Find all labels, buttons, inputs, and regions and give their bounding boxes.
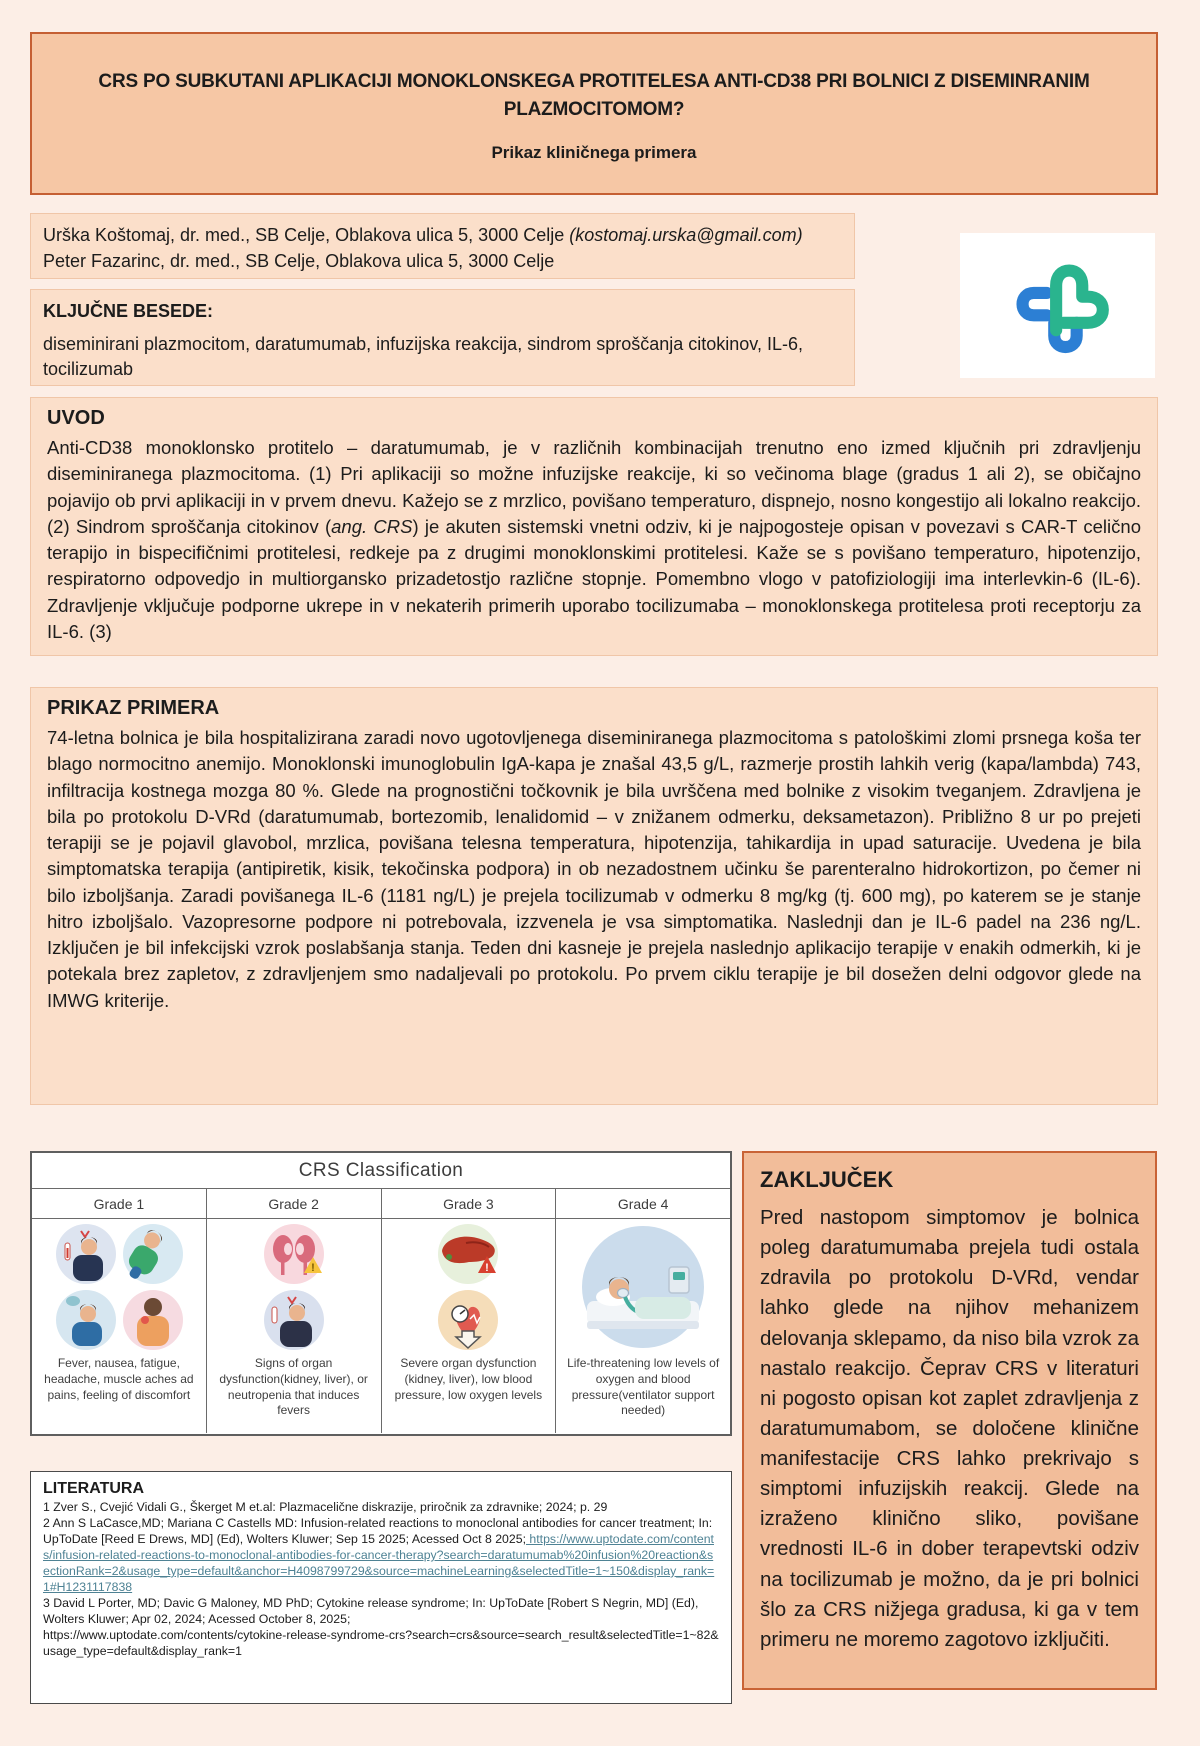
grade4-art xyxy=(556,1219,730,1353)
institution-logo-box xyxy=(960,233,1155,378)
grade4-ventilator-patient-illustration-icon xyxy=(557,1221,729,1353)
conclusion-section xyxy=(742,1151,1157,1690)
grade2-label: Grade 2 xyxy=(207,1189,381,1219)
poster-title xyxy=(72,68,1116,123)
keywords-box xyxy=(30,289,855,386)
reference-1: 1 Zver S., Cvejić Vidali G., Škerget M et.al: Plazmacelične diskrazije, priročnik za zdravnike; 2024; p. 29 xyxy=(43,1500,608,1514)
grade3-column xyxy=(382,1189,557,1433)
bottom-row xyxy=(30,1151,1158,1704)
grade1-label: Grade 1 xyxy=(32,1189,206,1219)
svg-text:!: ! xyxy=(310,1262,315,1274)
conclusion-heading: ZAKLJUČEK xyxy=(760,1167,894,1192)
left-column xyxy=(30,1151,732,1704)
reference-3: 3 David L Porter, MD; Davic G Maloney, MD PhD; Cytokine release syndrome; In: UpToDate [Robert S Negrin, MD] (Ed), Wolters Kluwer; Apr 02, 2024; Acessed October 8, 2025; xyxy=(43,1595,699,1626)
keywords-text: diseminirani plazmocitom, daratumumab, infuzijska reakcija, sindrom sproščanja citokinov, IL-6, tocilizumab xyxy=(43,334,803,380)
grade1-symptoms-illustration-icon xyxy=(33,1221,205,1353)
authors-column xyxy=(30,213,855,386)
authors-box xyxy=(30,213,855,279)
authors-row xyxy=(30,213,1158,386)
grade3-severe-dysfunction-illustration-icon xyxy=(382,1221,554,1353)
grade2-organ-dysfunction-illustration-icon xyxy=(208,1221,380,1353)
poster-subtitle: Prikaz kliničnega primera xyxy=(491,143,697,163)
literature-references xyxy=(43,1500,719,1660)
crs-classification-figure xyxy=(30,1151,732,1436)
author-email: (kostomaj.urska@gmail.com) xyxy=(569,225,803,245)
uvod-section xyxy=(30,397,1158,656)
uvod-italic-term: ang. CRS xyxy=(331,515,413,537)
keywords-heading: KLJUČNE BESEDE: xyxy=(43,301,214,321)
conclusion-body: Pred nastopom simptomov je bolnica poleg daratumumaba prejela tudi ostala zdravila po protokolu D-VRd, vendar lahko glede na njihov mehanizem delovanja sklepamo, da niso bila vzrok za nastalo reakcijo. Čeprav CRS v literaturi ni pogosto opisan kot zaplet zdravljenja z daratumumabom, se določene klinične manifestacije CRS lahko prekrivajo s simptomi infuzijskih reakcij. Glede na izraženo klinično sliko, povišane vrednosti IL-6 in dober terapevtski odziv na tocilizumab je možno, da je pri bolnici šlo za CRS nižjega gradusa, ki ga v tem primeru ne moremo zagotovo izključiti. xyxy=(760,1206,1139,1651)
svg-text:!: ! xyxy=(485,1262,490,1274)
grade2-art xyxy=(207,1219,381,1353)
grade3-label: Grade 3 xyxy=(382,1189,556,1219)
author-line-1: Urška Koštomaj, dr. med., SB Celje, Oblakova ulica 5, 3000 Celje (kostomaj.urska@gmail.com) xyxy=(43,225,803,245)
grade1-column xyxy=(32,1189,207,1433)
grade2-column xyxy=(207,1189,382,1433)
grade4-column xyxy=(556,1189,730,1433)
poster-page xyxy=(0,32,1200,1746)
reference-2: 2 Ann S LaCasce,MD; Mariana C Castells MD: Infusion-related reactions to monoclonal antibodies for cancer treatment; In: UpToDate [Reed E Drews, MD] (Ed), Wolters Kluwer; Sep 15 2025; Acessed Oct 8 2025; xyxy=(43,1515,713,1546)
grade1-caption: Fever, nausea, fatigue, headache, muscle aches ad pains, feeling of discomfort xyxy=(44,1356,194,1402)
poster-title-line2: PLAZMOCITOMOM? xyxy=(503,98,685,120)
grade4-label: Grade 4 xyxy=(556,1189,730,1219)
figure-title: CRS Classification xyxy=(32,1153,730,1189)
case-report-section xyxy=(30,687,1158,1105)
uvod-heading: UVOD xyxy=(47,407,105,429)
figure-grid xyxy=(32,1189,730,1433)
sb-celje-cross-logo-icon xyxy=(1002,250,1114,362)
poster-title-line1: CRS PO SUBKUTANI APLIKACIJI MONOKLONSKEGA PROTITELESA ANTI-CD38 PRI BOLNICI Z DISEMINRANIM xyxy=(98,71,1090,92)
grade3-art xyxy=(382,1219,556,1353)
reference-3-url: https://www.uptodate.com/contents/cytokine-release-syndrome-crs?search=crs&source=search_result&selectedTitle=1~82&usage_type=default&display_rank=1 xyxy=(43,1627,719,1658)
reference-2-link[interactable]: https://www.uptodate.com/contents/infusion-related-reactions-to-monoclonal-antibodies-for-cancer-therapy?search=daratumumab%20infusion%20reaction&sectionRank=2&usage_type=default&anchor=H4098799729&source=machineLearning&selectedTitle=1~150&display_rank=1#H1231117838 xyxy=(43,1531,715,1594)
author-line-2: Peter Fazarinc, dr. med., SB Celje, Oblakova ulica 5, 3000 Celje xyxy=(43,251,555,272)
literature-heading: LITERATURA xyxy=(43,1480,145,1497)
grade3-caption: Severe organ dysfunction (kidney, liver), low blood pressure, low oxygen levels xyxy=(394,1356,543,1402)
case-report-heading: PRIKAZ PRIMERA xyxy=(47,697,220,719)
literature-section xyxy=(30,1471,732,1704)
grade4-caption: Life-threatening low levels of oxygen and blood pressure(ventilator support needed) xyxy=(567,1356,720,1418)
grade1-art xyxy=(32,1219,206,1353)
case-report-body: 74-letna bolnica je bila hospitalizirana zaradi novo ugotovljenega diseminiranega plazmocitoma s patološkimi zlomi prsnega koša ter blago normocitno anemijo. Monoklonski imunoglobulin IgA-kapa je znašal 43,5 g/L, razmerje prostih lahkih verig (kapa/lambda) 743, infiltracija kostnega mozga 80 %. Glede na prognostični točkovnik je bila uvrščena med bolnike z visokim tveganjem. Zdravljena je bila po protokolu D-VRd (daratumumab, bortezomib, lenalidomid – v znižanem odmerku, deksametazon). Približno 8 ur po prejeti terapiji se je pojavil glavobol, mrzlica, povišana telesna temperatura, hipotenzija, tahikardija in upad saturacije. Uvedena je bila simptomatska terapija (antipiretik, kisik, tekočinska podpora) in ob nezadostnem učinku še parenteralno hidrokortizon, po čemer ni bilo izboljšanja. Zaradi povišanega IL-6 (1181 ng/L) je prejela tocilizumab v odmerku 8 mg/kg (tj. 600 mg), po katerem se je stanje hitro izboljšalo. Vazopresorne podpore ni potrebovala, izzvenela je vsa simptomatika. Naslednji dan je IL-6 padel na 236 ng/L. Izključen je bil infekcijski vzrok poslabšanja stanja. Teden dni kasneje je prejela naslednjo aplikacijo terapije v enakih odmerkih, ki je potekala brez zapletov, z zdravljenjem smo nadaljevali po protokolu. Po prvem ciklu terapije je bil dosežen delni odgovor glede na IMWG kriterije. xyxy=(47,727,1141,1011)
poster-header xyxy=(30,32,1158,195)
poster-content xyxy=(30,32,1158,1704)
uvod-body: Anti-CD38 monoklonsko protitelo – daratumumab, je v različnih kombinacijah trenutno eno izmed ključnih pri zdravljenju diseminiranega plazmocitoma. (1) Pri aplikaciji so možne infuzijske reakcije, ki so večinoma blage (gradus 1 ali 2), se običajno pojavijo ob prvi aplikaciji in v prvem dnevu. Kažejo se z mrzlico, povišano temperaturo, dispnejo, nosno kongestijo ali lokalno reakcijo. (2) Sindrom sproščanja citokinov (ang. CRS) je akuten sistemski vnetni odziv, ki je najpogosteje opisan v povezavi s CAR-T celično terapijo in bispecifičnimi protitelesi, redkeje pa z drugimi monoklonskimi protitelesi. Kaže se s povišano temperaturo, hipotenzijo, respiratorno odpovedjo in multiorgansko prizadetostjo različne stopnje. Pomembno vlogo v patofiziologiji ima interlevkin-6 (IL-6). Zdravljenje vključuje podporne ukrepe in v nekaterih primerih uporabo tocilizumaba – monoklonskega protitelesa proti receptorju za IL-6. (3) xyxy=(47,437,1141,642)
grade2-caption: Signs of organ dysfunction(kidney, liver), or neutropenia that induces fevers xyxy=(219,1356,368,1418)
